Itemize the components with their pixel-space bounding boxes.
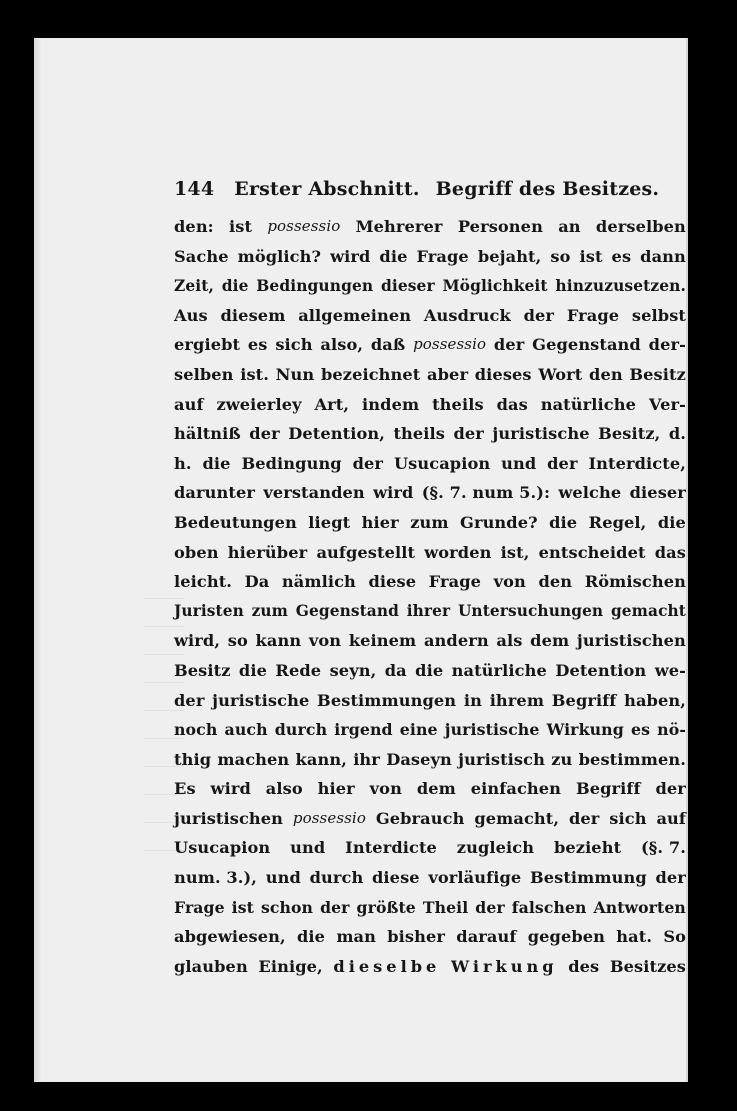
word: keinem [348, 631, 417, 651]
word: Besitz [174, 660, 231, 680]
word: Frage [566, 305, 620, 325]
word: Frage [174, 897, 225, 917]
text-line [174, 567, 686, 597]
word: Frage [428, 572, 482, 592]
word: nö- [657, 720, 686, 740]
text-line [174, 449, 686, 479]
word: die [415, 660, 444, 680]
word: dieser [380, 276, 435, 296]
word: zum [251, 601, 289, 620]
word: Mehrerer [355, 217, 443, 236]
word: dem [416, 779, 456, 799]
latin-term: possessio [413, 335, 487, 354]
text-line [174, 626, 686, 656]
word: der [523, 305, 555, 325]
word: Theil [422, 897, 469, 917]
word: juristischen [576, 631, 686, 651]
word: indem [362, 394, 420, 414]
word: ihrem [489, 690, 545, 710]
word: abgewiesen, [174, 927, 286, 947]
text-line [174, 833, 686, 863]
word: durch [309, 868, 364, 888]
word: der [475, 897, 505, 917]
word: Detention [555, 660, 647, 680]
word: daß [370, 335, 406, 355]
word: den [589, 364, 623, 384]
text-line [174, 922, 686, 952]
word: natürliche [540, 394, 636, 414]
word: juristische [444, 720, 540, 740]
word: auf [656, 808, 686, 828]
word: Wirkung [450, 956, 558, 976]
word: verstanden [263, 483, 365, 503]
word: den: [174, 217, 214, 236]
text-line [174, 893, 686, 923]
text-line [174, 952, 686, 982]
text-line [174, 745, 686, 775]
word: ist [231, 897, 254, 917]
word: Begriff [551, 690, 617, 710]
word: Interdicte [345, 838, 437, 858]
word: worden [424, 542, 492, 562]
word: aber [427, 364, 469, 384]
word: es [630, 720, 651, 740]
word: es [611, 246, 632, 266]
word: derselben [595, 217, 686, 236]
word: welche [558, 483, 622, 503]
word: der [453, 424, 484, 444]
word: Besitzes [609, 956, 686, 976]
word: also, [320, 335, 364, 355]
word: bezeichnet [320, 364, 421, 384]
word: Sache [174, 246, 229, 266]
word: der [547, 453, 578, 473]
word: haben, [624, 690, 686, 710]
word: wird [330, 246, 371, 266]
word: allgemeinen [298, 305, 412, 325]
word: dem [530, 631, 570, 651]
word: bezieht [553, 838, 622, 858]
word: Bestimmungen [317, 690, 457, 710]
word: das [654, 542, 686, 562]
word: darunter [174, 483, 255, 503]
text-line [174, 715, 686, 745]
word: zum [410, 512, 449, 532]
word: num. 3.), [174, 868, 258, 888]
word: der [655, 779, 686, 799]
word: Zeit, [174, 276, 214, 296]
word: des [568, 956, 600, 976]
word: bejaht, [477, 246, 542, 266]
text-line [174, 804, 686, 834]
word: Es [174, 779, 196, 799]
word: und [265, 868, 301, 888]
word: Ausdruck [423, 305, 511, 325]
word: Personen [457, 217, 543, 236]
text-line [174, 212, 686, 242]
word: dieser [629, 483, 686, 503]
word: einfachen [470, 779, 562, 799]
word: hier [317, 779, 355, 799]
word: die [379, 246, 408, 266]
word: kann [255, 631, 302, 651]
word: Wirkung [546, 720, 624, 740]
word: Römischen [584, 572, 686, 592]
page-number: 144 [174, 178, 215, 200]
word: Bedeutungen [174, 512, 297, 532]
word: Interdicte, [588, 453, 686, 473]
word: und [501, 453, 537, 473]
word: die [238, 660, 267, 680]
word: Nun [275, 364, 315, 384]
word: die [549, 512, 578, 532]
word: Grunde? [460, 512, 538, 532]
word: zugleich [456, 838, 535, 858]
latin-term: possessio [267, 217, 341, 235]
word: gemacht [610, 601, 686, 620]
word: Bestimmung [529, 868, 647, 888]
word: entscheidet [538, 542, 646, 562]
word: schon [260, 897, 314, 917]
word: Usucapion [174, 838, 271, 858]
word: Da [244, 572, 270, 592]
word: ist [229, 217, 253, 236]
word: durch [274, 720, 328, 740]
word: oben [174, 542, 219, 562]
word: So [663, 927, 686, 947]
word: Aus [174, 305, 208, 325]
word: Rede [275, 660, 322, 680]
word: andern [423, 631, 489, 651]
word: darauf [456, 927, 517, 947]
text-line [174, 597, 686, 627]
word: der [320, 897, 350, 917]
word: man [336, 927, 376, 947]
word: es [247, 335, 268, 355]
running-head [174, 178, 686, 210]
word: seyn, [329, 660, 377, 680]
word: Einige, [258, 956, 323, 976]
word: hat. [616, 927, 653, 947]
word: nämlich [281, 572, 356, 592]
word: das [496, 394, 528, 414]
word: hältniß [174, 424, 241, 444]
word: bestimmen. [578, 749, 686, 769]
word: gegeben [527, 927, 606, 947]
word: Daseyn [386, 749, 452, 769]
word: wird [373, 483, 414, 503]
word: thig [174, 749, 212, 769]
text-line [174, 330, 686, 360]
word: dann [640, 246, 686, 266]
word: Ver- [648, 394, 686, 414]
word: diese [368, 572, 417, 592]
word: juristischen [174, 808, 284, 828]
word: Bedingung [241, 453, 342, 473]
word: den [538, 572, 573, 592]
word: da [384, 660, 407, 680]
word: Möglichkeit [442, 276, 548, 296]
word: die [202, 453, 231, 473]
word: wird [210, 779, 251, 799]
word: der [352, 453, 384, 473]
word: Begriff [575, 779, 641, 799]
text-line [174, 538, 686, 568]
word: ist. [240, 364, 269, 384]
text-block [174, 178, 686, 981]
word: ist, [500, 542, 530, 562]
word: Frage [416, 246, 469, 266]
word: juristische [212, 690, 310, 710]
word: der [249, 424, 280, 444]
word: liegt [308, 512, 351, 532]
word: aufgestellt [316, 542, 416, 562]
word: vorläufige [428, 868, 522, 888]
word: wird, [174, 631, 221, 651]
word: kann, [295, 749, 347, 769]
word: auf [174, 394, 204, 414]
word: juristische [492, 424, 590, 444]
word: ihrer [406, 601, 451, 620]
word: sich [609, 808, 647, 828]
word: juristisch [458, 749, 545, 769]
running-head-section: Erster Abschnitt. [234, 178, 420, 200]
word: diesem [220, 305, 286, 325]
word: Gegenstand [295, 601, 399, 620]
word: in [463, 690, 482, 710]
word: Antworten [593, 897, 686, 917]
word: zu [551, 749, 573, 769]
word: selbst [631, 305, 686, 325]
word: sich [275, 335, 313, 355]
word: an [558, 217, 581, 236]
word: Gegenstand [532, 335, 641, 355]
text-line [174, 242, 686, 272]
word: (§. 7. num 5.): [421, 483, 551, 503]
text-line [174, 863, 686, 893]
word: auch [224, 720, 268, 740]
word: Untersuchungen [457, 601, 604, 620]
word: hinzuzusetzen. [555, 276, 686, 296]
word: glauben [174, 956, 248, 976]
word: so [550, 246, 571, 266]
text-line [174, 774, 686, 804]
word: irgend [334, 720, 393, 740]
word: Gebrauch [375, 808, 465, 828]
word: von [493, 572, 526, 592]
word: dieses [474, 364, 532, 384]
word: natürliche [451, 660, 547, 680]
word: die [221, 276, 249, 296]
text-line [174, 478, 686, 508]
word: hierüber [227, 542, 308, 562]
word: der [568, 808, 600, 828]
page-edge-shadow [34, 38, 42, 1082]
word: selben [174, 364, 234, 384]
word: Besitz [629, 364, 686, 384]
word: theils [432, 394, 484, 414]
word: von [369, 779, 402, 799]
word: Regel, [588, 512, 647, 532]
word: zweierley [216, 394, 302, 414]
word: hier [361, 512, 399, 532]
word: h. [174, 453, 192, 473]
word: und [290, 838, 326, 858]
body-text [174, 212, 686, 981]
word: die [296, 927, 326, 947]
text-line [174, 271, 686, 301]
word: der [493, 335, 525, 355]
word: diese [372, 868, 420, 888]
word: machen [217, 749, 290, 769]
word: theils [393, 424, 445, 444]
word: die [657, 512, 686, 532]
word: Detention, [288, 424, 385, 444]
word: gemacht, [474, 808, 560, 828]
word: Besitz, [598, 424, 661, 444]
word: Usucapion [393, 453, 491, 473]
word: noch [174, 720, 218, 740]
text-line [174, 390, 686, 420]
word: Wort [538, 364, 583, 384]
book-page [34, 38, 688, 1082]
word: ist [579, 246, 603, 266]
text-line [174, 360, 686, 390]
latin-term: possessio [292, 808, 366, 827]
word: eine [399, 720, 438, 740]
word: dieselbe [333, 956, 441, 976]
word: ihr [353, 749, 380, 769]
word: der- [648, 335, 686, 355]
word: der [655, 868, 686, 888]
word: Juristen [174, 601, 244, 620]
word: falschen [511, 897, 587, 917]
word: bisher [387, 927, 446, 947]
word: größte [356, 897, 416, 917]
word: so [227, 631, 248, 651]
running-head-title: Begriff des Besitzes. [435, 178, 660, 200]
word: Art, [314, 394, 350, 414]
word: als [496, 631, 523, 651]
word: möglich? [237, 246, 322, 266]
text-line [174, 301, 686, 331]
word: leicht. [174, 572, 233, 592]
word: Bedingungen [256, 276, 374, 296]
word: (§. 7. [641, 838, 686, 858]
text-line [174, 419, 686, 449]
word: d. [668, 424, 686, 444]
word: von [308, 631, 342, 651]
text-line [174, 508, 686, 538]
text-line [174, 686, 686, 716]
text-line [174, 656, 686, 686]
word: we- [654, 660, 686, 680]
word: der [174, 690, 205, 710]
word: ergiebt [174, 335, 241, 355]
word: also [265, 779, 303, 799]
